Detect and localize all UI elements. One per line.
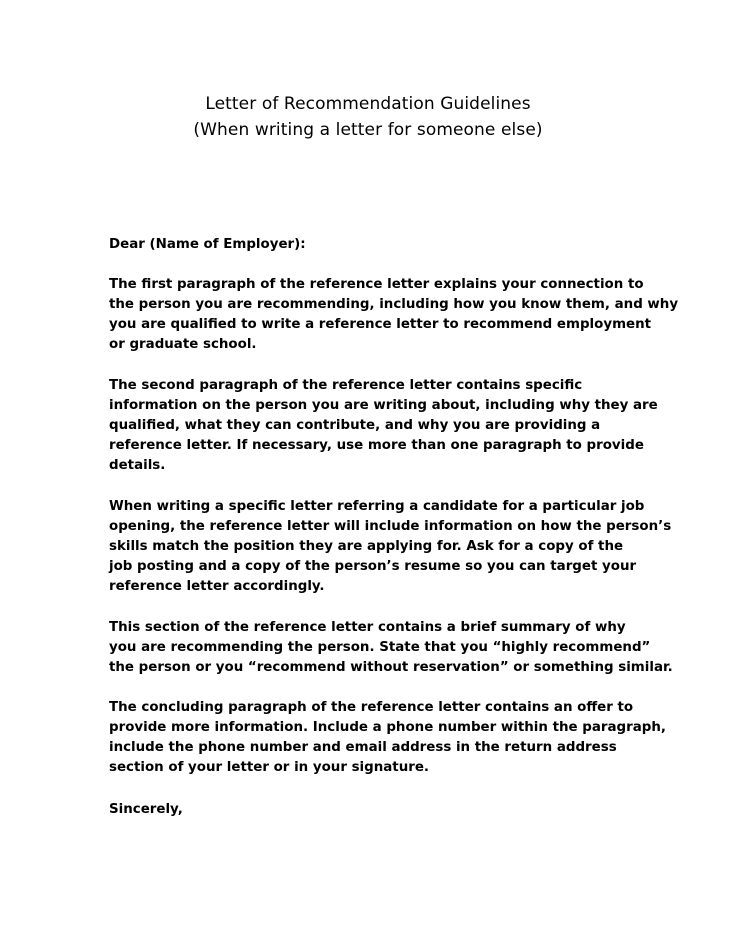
paragraph-line: The second paragraph of the reference letter contains specific [109, 378, 583, 393]
paragraph-conclusion [109, 698, 666, 778]
paragraph-line: or graduate school. [109, 337, 257, 352]
paragraph-line: reference letter. If necessary, use more than one paragraph to provide [109, 438, 644, 453]
paragraph-connection [109, 275, 679, 355]
paragraph-line: When writing a specific letter referring a candidate for a particular job [109, 499, 645, 514]
paragraph-summary [109, 618, 673, 678]
paragraph-line: the person you are recommending, including how you know them, and why [109, 297, 679, 312]
paragraph-line: details. [109, 458, 166, 473]
greeting: Dear (Name of Employer): [109, 237, 306, 252]
paragraph-line: reference letter accordingly. [109, 579, 325, 594]
paragraph-line: The first paragraph of the reference letter explains your connection to [109, 277, 644, 292]
paragraph-line: include the phone number and email address in the return address [109, 740, 617, 755]
paragraph-job-opening [109, 497, 672, 597]
paragraph-line: information on the person you are writing about, including why they are [109, 398, 658, 413]
paragraph-line: opening, the reference letter will include information on how the person’s [109, 519, 672, 534]
paragraph-line: This section of the reference letter contains a brief summary of why [109, 620, 626, 635]
document-subtitle: (When writing a letter for someone else) [193, 120, 543, 140]
paragraph-specific-information [109, 376, 658, 476]
paragraph-line: job posting and a copy of the person’s resume so you can target your [109, 559, 637, 574]
paragraph-line: skills match the position they are applying for. Ask for a copy of the [109, 539, 624, 554]
paragraph-line: the person or you “recommend without reservation” or something similar. [109, 660, 673, 675]
paragraph-line: you are recommending the person. State that you “highly recommend” [109, 640, 651, 655]
paragraph-line: provide more information. Include a phone number within the paragraph, [109, 720, 666, 735]
closing: Sincerely, [109, 802, 183, 817]
paragraph-line: you are qualified to write a reference letter to recommend employment [109, 317, 652, 332]
paragraph-line: The concluding paragraph of the reference letter contains an offer to [109, 700, 634, 715]
document-title: Letter of Recommendation Guidelines [205, 94, 531, 114]
paragraph-line: section of your letter or in your signature. [109, 760, 430, 775]
paragraph-line: qualified, what they can contribute, and why you are providing a [109, 418, 601, 433]
